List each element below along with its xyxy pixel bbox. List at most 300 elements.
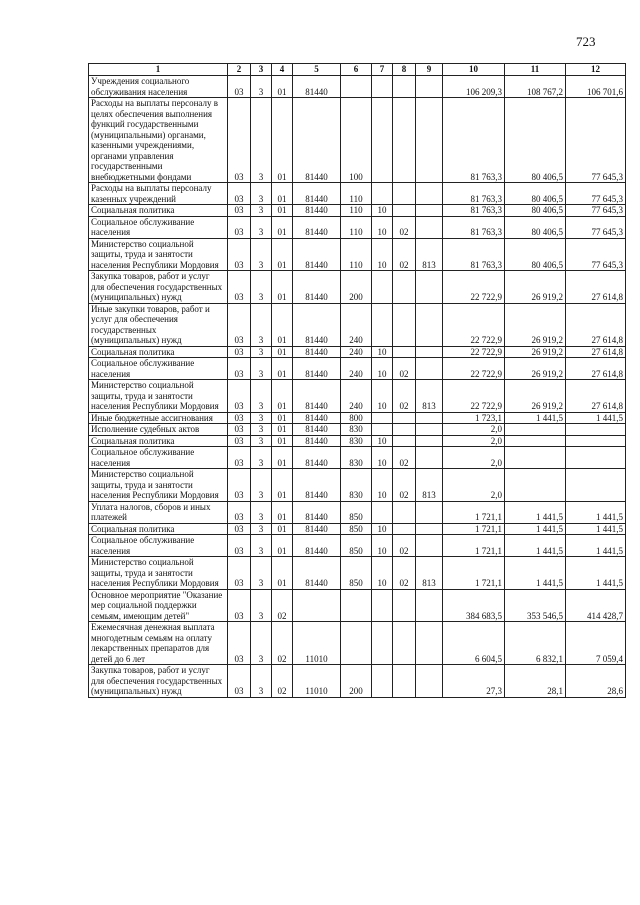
table-cell: 81440: [293, 469, 341, 502]
table-cell: 81440: [293, 98, 341, 183]
table-cell: 80 406,5: [505, 205, 566, 217]
table-cell: 28,1: [505, 665, 566, 698]
page-number: 723: [576, 34, 596, 49]
table-cell: [416, 303, 443, 346]
table-cell: 240: [341, 346, 372, 358]
table-cell: 110: [341, 183, 372, 205]
table-cell: [416, 358, 443, 380]
table-cell: 03: [228, 98, 251, 183]
table-cell: 3: [251, 665, 272, 698]
table-cell: [393, 501, 416, 523]
table-cell: [372, 98, 393, 183]
table-cell: 850: [341, 523, 372, 535]
table-cell: [416, 76, 443, 98]
table-cell: 26 919,2: [505, 303, 566, 346]
table-cell: [393, 523, 416, 535]
table-cell: [505, 469, 566, 502]
table-row: [89, 358, 626, 380]
table-cell: 27,3: [443, 665, 505, 698]
table-cell: 1 441,5: [566, 412, 626, 424]
table-cell: 3: [251, 469, 272, 502]
table-cell: 01: [272, 412, 293, 424]
table-cell: 27 614,8: [566, 380, 626, 413]
table-cell: 01: [272, 271, 293, 304]
table-cell: 81 763,3: [443, 205, 505, 217]
table-cell: 81440: [293, 183, 341, 205]
column-header: 10: [443, 64, 505, 76]
table-cell: 81440: [293, 557, 341, 590]
table-cell: 3: [251, 303, 272, 346]
table-cell: 1 441,5: [566, 501, 626, 523]
table-cell: 7 059,4: [566, 622, 626, 665]
table-cell: 81 763,3: [443, 238, 505, 271]
column-header: 3: [251, 64, 272, 76]
table-row: [89, 183, 626, 205]
table-cell: 1 721,1: [443, 501, 505, 523]
table-cell: 80 406,5: [505, 216, 566, 238]
table-cell: 02: [393, 216, 416, 238]
table-cell: 200: [341, 271, 372, 304]
table-cell: 01: [272, 216, 293, 238]
table-cell: 81440: [293, 501, 341, 523]
table-cell: 3: [251, 589, 272, 622]
table-row: [89, 303, 626, 346]
table-cell: [372, 303, 393, 346]
row-name-cell: Расходы на выплаты персоналу в целях обеспечения выполнения функций государственными (муниципальными) органами, казенными учреждениями, органами управления государственными внебюджетными фондами: [89, 98, 228, 183]
table-cell: 22 722,9: [443, 346, 505, 358]
table-cell: [505, 447, 566, 469]
table-cell: 03: [228, 622, 251, 665]
table-cell: [566, 447, 626, 469]
table-cell: [372, 424, 393, 436]
row-name-cell: Социальное обслуживание населения: [89, 216, 228, 238]
table-cell: 10: [372, 346, 393, 358]
table-cell: 77 645,3: [566, 238, 626, 271]
row-name-cell: Расходы на выплаты персоналу казенных учреждений: [89, 183, 228, 205]
table-cell: 10: [372, 238, 393, 271]
table-cell: 3: [251, 412, 272, 424]
table-cell: 10: [372, 535, 393, 557]
table-cell: [372, 622, 393, 665]
table-cell: 1 721,1: [443, 523, 505, 535]
table-row: [89, 424, 626, 436]
table-cell: 77 645,3: [566, 183, 626, 205]
table-row: [89, 589, 626, 622]
table-cell: 11010: [293, 622, 341, 665]
table-cell: 01: [272, 435, 293, 447]
row-name-cell: Закупка товаров, работ и услуг для обеспечения государственных (муниципальных) нужд: [89, 271, 228, 304]
table-row: [89, 501, 626, 523]
table-cell: 03: [228, 412, 251, 424]
table-cell: 02: [393, 535, 416, 557]
table-cell: [393, 346, 416, 358]
table-cell: 81440: [293, 216, 341, 238]
row-name-cell: Министерство социальной защиты, труда и занятости населения Республики Мордовия: [89, 238, 228, 271]
table-row: [89, 346, 626, 358]
table-cell: [566, 424, 626, 436]
table-cell: [416, 346, 443, 358]
table-cell: 02: [393, 447, 416, 469]
row-name-cell: Социальное обслуживание населения: [89, 358, 228, 380]
row-name-cell: Основное мероприятие "Оказание мер социальной поддержки семьям, имеющим детей": [89, 589, 228, 622]
table-cell: [393, 98, 416, 183]
table-cell: 22 722,9: [443, 380, 505, 413]
table-cell: 26 919,2: [505, 380, 566, 413]
table-cell: 1 441,5: [505, 557, 566, 590]
table-cell: 2,0: [443, 435, 505, 447]
table-cell: 02: [393, 469, 416, 502]
table-cell: [416, 501, 443, 523]
table-cell: 03: [228, 665, 251, 698]
table-cell: 800: [341, 412, 372, 424]
table-cell: 03: [228, 557, 251, 590]
table-cell: 813: [416, 557, 443, 590]
table-cell: 01: [272, 557, 293, 590]
table-cell: 77 645,3: [566, 98, 626, 183]
table-cell: 813: [416, 380, 443, 413]
table-cell: 22 722,9: [443, 303, 505, 346]
table-cell: [505, 424, 566, 436]
column-header: 5: [293, 64, 341, 76]
table-cell: 10: [372, 523, 393, 535]
column-header: 4: [272, 64, 293, 76]
table-cell: [416, 424, 443, 436]
table-row: [89, 523, 626, 535]
table-cell: 01: [272, 238, 293, 271]
table-row: [89, 665, 626, 698]
table-cell: 77 645,3: [566, 216, 626, 238]
table-row: [89, 98, 626, 183]
table-cell: 3: [251, 535, 272, 557]
table-row: [89, 447, 626, 469]
table-cell: 110: [341, 205, 372, 217]
table-cell: 1 441,5: [566, 523, 626, 535]
column-header: 7: [372, 64, 393, 76]
table-row: [89, 535, 626, 557]
table-cell: [416, 447, 443, 469]
row-name-cell: Министерство социальной защиты, труда и занятости населения Республики Мордовия: [89, 380, 228, 413]
table-cell: 03: [228, 380, 251, 413]
table-cell: [416, 523, 443, 535]
table-cell: 10: [372, 557, 393, 590]
column-header: 9: [416, 64, 443, 76]
table-cell: 10: [372, 447, 393, 469]
table-cell: 384 683,5: [443, 589, 505, 622]
table-cell: 81440: [293, 271, 341, 304]
table-cell: 02: [393, 238, 416, 271]
table-cell: [416, 665, 443, 698]
row-name-cell: Социальная политика: [89, 346, 228, 358]
table-cell: 03: [228, 271, 251, 304]
table-cell: [372, 665, 393, 698]
table-cell: [416, 589, 443, 622]
table-cell: 03: [228, 424, 251, 436]
table-cell: [393, 205, 416, 217]
table-cell: [416, 535, 443, 557]
table-cell: [416, 622, 443, 665]
table-cell: [393, 303, 416, 346]
table-cell: 3: [251, 238, 272, 271]
table-cell: 10: [372, 380, 393, 413]
row-name-cell: Иные бюджетные ассигнования: [89, 412, 228, 424]
table-cell: [505, 435, 566, 447]
table-cell: [372, 412, 393, 424]
table-cell: 353 546,5: [505, 589, 566, 622]
table-row: [89, 238, 626, 271]
table-cell: 01: [272, 346, 293, 358]
table-cell: 80 406,5: [505, 238, 566, 271]
table-cell: 81440: [293, 380, 341, 413]
table-row: [89, 412, 626, 424]
table-cell: [416, 183, 443, 205]
row-name-cell: Социальная политика: [89, 523, 228, 535]
table-cell: 3: [251, 271, 272, 304]
table-cell: 02: [272, 622, 293, 665]
table-cell: 81440: [293, 523, 341, 535]
table-cell: 81440: [293, 346, 341, 358]
table-cell: 81440: [293, 238, 341, 271]
table-cell: 81 763,3: [443, 216, 505, 238]
table-row: [89, 557, 626, 590]
table-cell: 81440: [293, 412, 341, 424]
table-cell: 1 441,5: [566, 557, 626, 590]
table-cell: 10: [372, 435, 393, 447]
table-cell: 28,6: [566, 665, 626, 698]
table-cell: 3: [251, 501, 272, 523]
table-cell: 1 721,1: [443, 535, 505, 557]
table-cell: 03: [228, 501, 251, 523]
row-name-cell: Социальное обслуживание населения: [89, 447, 228, 469]
table-cell: 01: [272, 447, 293, 469]
table-cell: 27 614,8: [566, 271, 626, 304]
table-cell: 240: [341, 380, 372, 413]
table-cell: 3: [251, 216, 272, 238]
table-cell: [393, 183, 416, 205]
table-cell: 11010: [293, 665, 341, 698]
table-cell: 26 919,2: [505, 358, 566, 380]
table-cell: 3: [251, 358, 272, 380]
row-name-cell: Социальная политика: [89, 205, 228, 217]
table-cell: 3: [251, 557, 272, 590]
table-cell: 26 919,2: [505, 346, 566, 358]
table-cell: 01: [272, 424, 293, 436]
table-cell: 81440: [293, 447, 341, 469]
column-header: 12: [566, 64, 626, 76]
table-cell: 81440: [293, 535, 341, 557]
table-cell: 27 614,8: [566, 303, 626, 346]
table-cell: [393, 435, 416, 447]
table-cell: 03: [228, 216, 251, 238]
table-cell: 03: [228, 205, 251, 217]
table-cell: [372, 183, 393, 205]
table-cell: 01: [272, 76, 293, 98]
table-cell: [566, 469, 626, 502]
table-cell: [393, 589, 416, 622]
table-cell: 02: [393, 358, 416, 380]
table-cell: [372, 271, 393, 304]
table-cell: 27 614,8: [566, 358, 626, 380]
table-cell: 02: [393, 557, 416, 590]
table-cell: 2,0: [443, 424, 505, 436]
row-name-cell: Уплата налогов, сборов и иных платежей: [89, 501, 228, 523]
table-cell: 01: [272, 358, 293, 380]
table-cell: 6 604,5: [443, 622, 505, 665]
table-cell: 01: [272, 501, 293, 523]
table-cell: [393, 424, 416, 436]
table-row: [89, 469, 626, 502]
table-cell: 850: [341, 535, 372, 557]
table-cell: 03: [228, 303, 251, 346]
row-name-cell: Закупка товаров, работ и услуг для обеспечения государственных (муниципальных) нужд: [89, 665, 228, 698]
table-cell: [372, 589, 393, 622]
table-cell: 81440: [293, 303, 341, 346]
table-row: [89, 76, 626, 98]
table-cell: 10: [372, 216, 393, 238]
table-cell: 108 767,2: [505, 76, 566, 98]
column-header: 8: [393, 64, 416, 76]
table-cell: 81440: [293, 76, 341, 98]
table-cell: 3: [251, 346, 272, 358]
table-cell: 22 722,9: [443, 271, 505, 304]
table-cell: 10: [372, 358, 393, 380]
table-cell: [416, 205, 443, 217]
table-row: [89, 205, 626, 217]
table-cell: 02: [393, 380, 416, 413]
table-cell: 81440: [293, 435, 341, 447]
table-cell: [293, 589, 341, 622]
table-cell: [372, 501, 393, 523]
table-cell: 03: [228, 238, 251, 271]
table-cell: [416, 98, 443, 183]
table-cell: 26 919,2: [505, 271, 566, 304]
table-cell: [341, 76, 372, 98]
table-cell: 1 441,5: [505, 501, 566, 523]
table-cell: 80 406,5: [505, 98, 566, 183]
table-cell: 02: [272, 589, 293, 622]
table-cell: [416, 435, 443, 447]
table-cell: 01: [272, 98, 293, 183]
table-cell: 01: [272, 523, 293, 535]
table-cell: 830: [341, 435, 372, 447]
table-cell: 106 701,6: [566, 76, 626, 98]
table-row: [89, 435, 626, 447]
row-name-cell: Учреждения социального обслуживания населения: [89, 76, 228, 98]
row-name-cell: Социальная политика: [89, 435, 228, 447]
table-cell: 03: [228, 358, 251, 380]
table-cell: 81440: [293, 205, 341, 217]
row-name-cell: Социальное обслуживание населения: [89, 535, 228, 557]
row-name-cell: Министерство социальной защиты, труда и занятости населения Республики Мордовия: [89, 469, 228, 502]
table-cell: 1 441,5: [566, 535, 626, 557]
table-header-row: [89, 64, 626, 76]
table-cell: 22 722,9: [443, 358, 505, 380]
table-cell: [566, 435, 626, 447]
table-cell: 81 763,3: [443, 98, 505, 183]
table-cell: [393, 622, 416, 665]
table-cell: 80 406,5: [505, 183, 566, 205]
table-cell: [416, 412, 443, 424]
table-cell: 1 441,5: [505, 523, 566, 535]
table-cell: 3: [251, 622, 272, 665]
budget-table: [88, 63, 626, 698]
table-cell: 01: [272, 535, 293, 557]
row-name-cell: Исполнение судебных актов: [89, 424, 228, 436]
table-cell: 240: [341, 303, 372, 346]
table-cell: [416, 271, 443, 304]
table-cell: 01: [272, 380, 293, 413]
table-cell: 3: [251, 523, 272, 535]
table-cell: [372, 76, 393, 98]
column-header: 1: [89, 64, 228, 76]
column-header: 6: [341, 64, 372, 76]
table-cell: [393, 412, 416, 424]
table-cell: 200: [341, 665, 372, 698]
table-cell: 77 645,3: [566, 205, 626, 217]
table-cell: [393, 271, 416, 304]
row-name-cell: Иные закупки товаров, работ и услуг для обеспечения государственных (муниципальных) нужд: [89, 303, 228, 346]
table-cell: 830: [341, 424, 372, 436]
table-cell: [393, 665, 416, 698]
column-header: 2: [228, 64, 251, 76]
table-cell: 3: [251, 380, 272, 413]
table-cell: 03: [228, 435, 251, 447]
table-cell: 813: [416, 469, 443, 502]
table-cell: 3: [251, 98, 272, 183]
table-cell: 110: [341, 216, 372, 238]
table-cell: 1 721,1: [443, 557, 505, 590]
table-cell: 100: [341, 98, 372, 183]
table-cell: 240: [341, 358, 372, 380]
table-cell: 03: [228, 346, 251, 358]
table-cell: 3: [251, 205, 272, 217]
table-row: [89, 216, 626, 238]
table-cell: 02: [272, 665, 293, 698]
table-cell: 01: [272, 469, 293, 502]
table-cell: 01: [272, 183, 293, 205]
table-cell: 3: [251, 76, 272, 98]
table-cell: 830: [341, 447, 372, 469]
table-cell: 03: [228, 589, 251, 622]
table-cell: 81 763,3: [443, 183, 505, 205]
table-cell: 110: [341, 238, 372, 271]
table-cell: [341, 589, 372, 622]
table-cell: 03: [228, 183, 251, 205]
table-cell: [341, 622, 372, 665]
table-cell: 01: [272, 303, 293, 346]
table-cell: 81440: [293, 358, 341, 380]
table-cell: 03: [228, 76, 251, 98]
table-cell: 1 441,5: [505, 535, 566, 557]
row-name-cell: Ежемесячная денежная выплата многодетным семьям на оплату лекарственных препаратов для детей до 6 лет: [89, 622, 228, 665]
table-cell: [416, 216, 443, 238]
table-cell: 813: [416, 238, 443, 271]
table-cell: 2,0: [443, 469, 505, 502]
table-row: [89, 271, 626, 304]
table-cell: 6 832,1: [505, 622, 566, 665]
table-cell: 81440: [293, 424, 341, 436]
table-row: [89, 380, 626, 413]
row-name-cell: Министерство социальной защиты, труда и занятости населения Республики Мордовия: [89, 557, 228, 590]
table-cell: 1 723,1: [443, 412, 505, 424]
table-cell: 414 428,7: [566, 589, 626, 622]
table-cell: 2,0: [443, 447, 505, 469]
table-cell: 1 441,5: [505, 412, 566, 424]
table-cell: 03: [228, 523, 251, 535]
table-cell: 01: [272, 205, 293, 217]
table-cell: 27 614,8: [566, 346, 626, 358]
table-cell: 3: [251, 424, 272, 436]
table-cell: 3: [251, 435, 272, 447]
